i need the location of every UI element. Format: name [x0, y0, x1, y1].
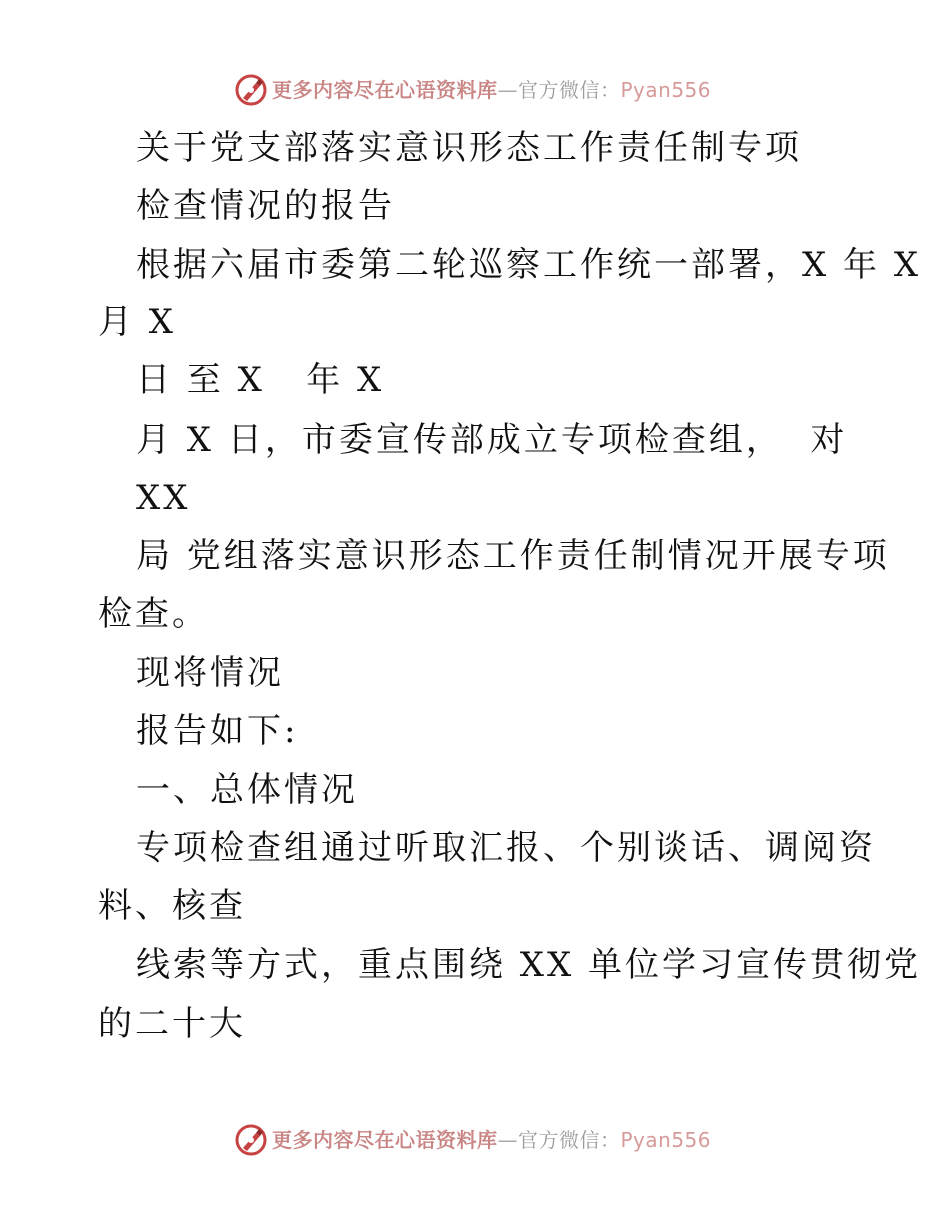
paragraph-line: 日 至 X 年 X	[136, 360, 385, 400]
paragraph-line: 料、核查	[98, 886, 246, 926]
paragraph-line: 局 党组落实意识形态工作责任制情况开展专项	[136, 536, 890, 576]
watermark-wechat-account: Pyan556	[620, 78, 712, 102]
watermark-wechat-account: Pyan556	[620, 1128, 712, 1152]
paragraph-line: XX	[136, 478, 191, 518]
paragraph-line: 根据六届市委第二轮巡察工作统一部署，X 年 X	[136, 245, 922, 285]
watermark-dash: —	[497, 1128, 518, 1152]
footer-watermark-banner	[0, 1120, 950, 1160]
watermark-dash: —	[497, 78, 518, 102]
document-title-line-2: 检查情况的报告	[136, 186, 395, 226]
paragraph-line: 专项检查组通过听取汇报、个别谈话、调阅资	[136, 828, 876, 868]
paragraph-line: 现将情况	[136, 653, 284, 693]
watermark-text	[272, 1126, 711, 1154]
header-watermark-banner	[0, 70, 950, 110]
section-heading: 一、总体情况	[136, 770, 358, 810]
paragraph-line: 的二十大	[98, 1004, 246, 1044]
watermark-wechat-label: 官方微信：	[518, 78, 621, 102]
watermark-main-text: 更多内容尽在心语资料库	[272, 1128, 498, 1152]
watermark-text	[272, 76, 711, 104]
watermark-main-text: 更多内容尽在心语资料库	[272, 78, 498, 102]
paragraph-line: 月 X 日，市委宣传部成立专项检查组， 对	[136, 420, 848, 460]
paragraph-line: 报告如下:	[136, 711, 299, 751]
document-title-line-1: 关于党支部落实意识形态工作责任制专项	[136, 128, 802, 168]
paragraph-line: 检查。	[98, 594, 209, 634]
watermark-wechat-label: 官方微信：	[518, 1128, 621, 1152]
paragraph-line: 月 X	[98, 302, 177, 342]
pen-logo-icon	[234, 73, 268, 107]
pen-logo-icon	[234, 1123, 268, 1157]
paragraph-line: 线索等方式，重点围绕 XX 单位学习宣传贯彻党	[136, 945, 922, 985]
